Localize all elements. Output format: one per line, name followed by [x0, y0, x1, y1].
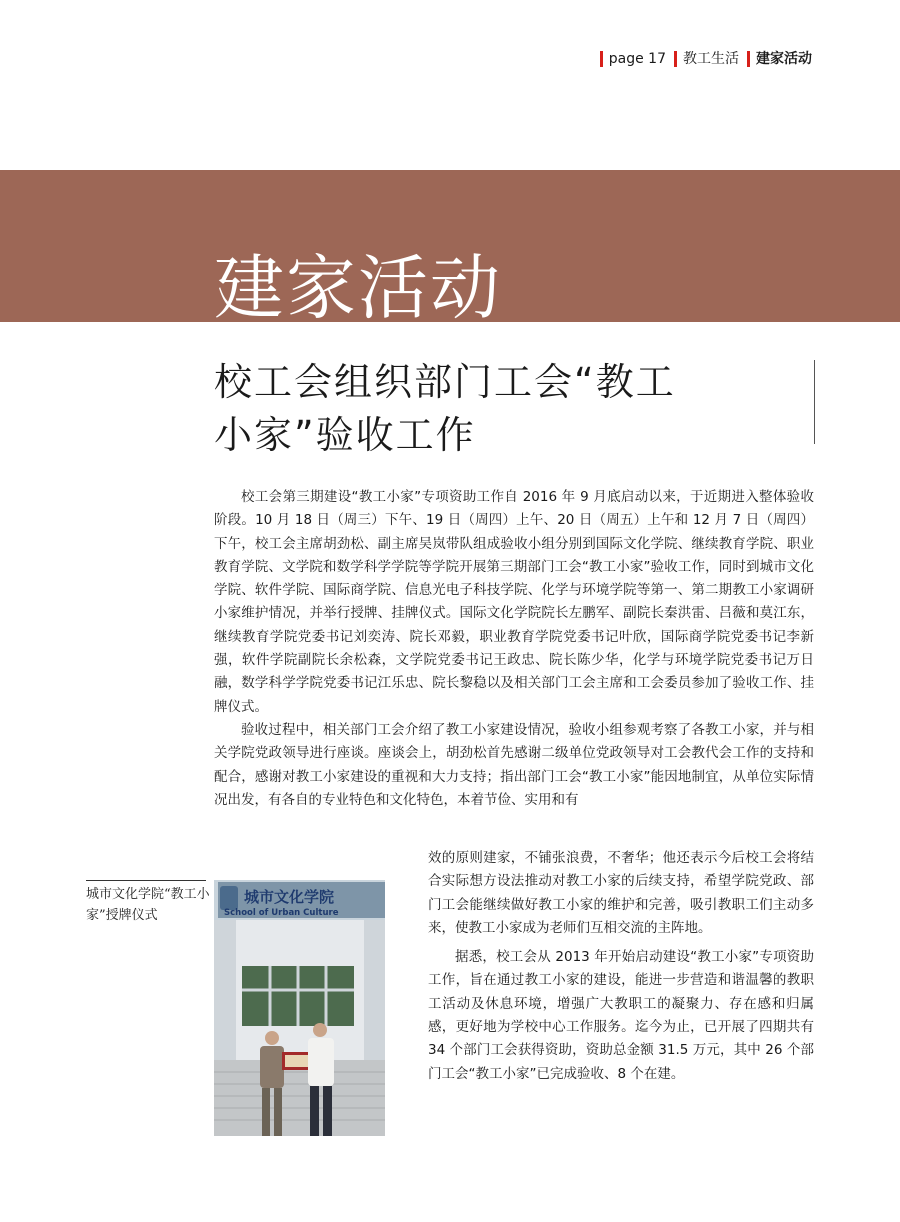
paragraph: 校工会第三期建设“教工小家”专项资助工作自 2016 年 9 月底启动以来，于近期进入整体验收阶段。10 月 18 日（周三）下午、19 日（周四）上午、20 日（周五）上午和 12 月 7 日（周四）下午，校工会主席胡劲松、副主席吴岚带队组成验收小组分别到国际文化学院、继续教育学院、职业教育学院、文学院和数学科学学院等学院开展第三期部门工会“教工小家”验收工作，同时到城市文化学院、软件学院、国际商学院、信息光电子科技学院、化学与环境学院等第一、第二期教工小家调研小家维护情况，并举行授牌、挂牌仪式。国际文化学院院长左鹏军、副院长秦洪雷、吕薇和莫江东，继续教育学院党委书记刘奕涛、院长邓毅，职业教育学院党委书记叶欣，国际商学院党委书记李新强，软件学院副院长余松森，文学院党委书记王政忠、院长陈少华，化学与环境学院党委书记万日融，数学科学学院党委书记江乐忠、院长黎稳以及相关部门工会主席和工会委员参加了验收工作、挂牌仪式。 [214, 489, 814, 715]
header-accent-bar [600, 51, 603, 67]
photo-caption: 城市文化学院“教工小家”授牌仪式 [86, 887, 210, 923]
header-accent-bar [674, 51, 677, 67]
sign-english-text: School of Urban Culture [224, 908, 339, 918]
caption-rule [86, 880, 206, 881]
sign-chinese-text: 城市文化学院 [244, 888, 335, 906]
running-header [600, 48, 812, 70]
paragraph: 据悉，校工会从 2013 年开始启动建设“教工小家”专项资助工作，旨在通过教工小家的建设，能进一步营造和谐温馨的教职工活动及休息环境，增强广大教职工的凝聚力、存在感和归属感，更好地为学校中心工作服务。迄今为止，已开展了四期共有 34 个部门工会获得资助，资助总金额 31.5 万元，其中 26 个部门工会“教工小家”已完成验收、8 个在建。 [428, 949, 814, 1082]
title-divider [814, 360, 815, 444]
section-title: 建家活动 [214, 247, 502, 329]
ceremony-photo [214, 880, 385, 1136]
paragraph: 验收过程中，相关部门工会介绍了教工小家建设情况，验收小组参观考察了各教工小家，并与相关学院党政领导进行座谈。座谈会上，胡劲松首先感谢二级单位党政领导对工会教代会工作的支持和配合，感谢对教工小家建设的重视和大力支持；指出部门工会“教工小家”能因地制宜，从单位实际情况出发，有各自的专业特色和文化特色，本着节俭、实用和有 [214, 721, 814, 808]
article-body-side [428, 847, 814, 1086]
page-number: page 17 [608, 51, 666, 67]
ceremony-photo-illustration [214, 880, 385, 1136]
article-title [214, 356, 754, 462]
article-title-line: 校工会组织部门工会“教工 [214, 360, 676, 404]
article-title-line: 小家”验收工作 [214, 413, 476, 457]
article-body-top [214, 486, 814, 812]
header-section: 教工生活 [683, 51, 739, 67]
paragraph: 效的原则建家，不铺张浪费，不奢华；他还表示今后校工会将结合实际想方设法推动对教工小家的后续支持，希望学院党政、部门工会能继续做好教工小家的维护和完善，吸引教职工们主动多来，使教工小家成为老师们互相交流的主阵地。 [428, 850, 814, 936]
header-subsection: 建家活动 [756, 51, 812, 67]
header-accent-bar [747, 51, 750, 67]
